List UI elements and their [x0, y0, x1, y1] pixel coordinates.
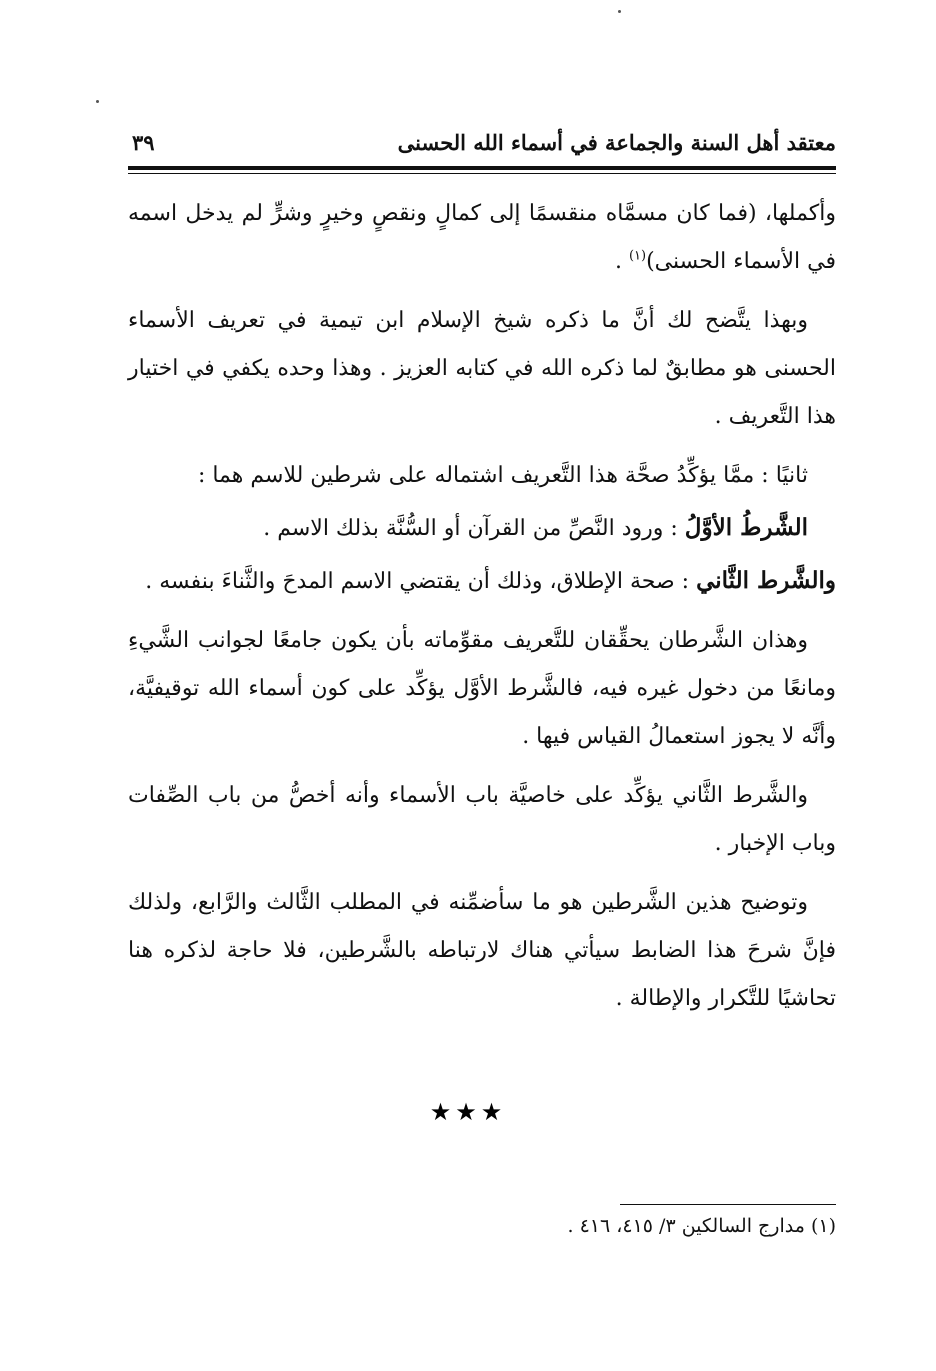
- paragraph-5: والشَّرط الثَّاني يؤكِّد على خاصيَّة باب الأسماء وأنه أخصُّ من باب الصِّفات وباب الإخبار .: [128, 783, 836, 856]
- running-header: [128, 128, 836, 162]
- condition-2-label: والشَّرط الثَّاني: [696, 567, 836, 594]
- footnote: (١) مدارج السالكين ٣/ ٤١٥، ٤١٦ .: [567, 1215, 836, 1237]
- page-number: ٣٩: [132, 130, 155, 155]
- footnote-ref: (١): [628, 248, 647, 264]
- paragraph-2: وبهذا يتَّضح لك أنَّ ما ذكره شيخ الإسلام ابن تيمية في تعريف الأسماء الحسنى هو مطابقٌ لما ذكره الله في كتابه العزيز . وهذا وحده يكفي في اختيار هذا التَّعريف .: [128, 308, 836, 429]
- book-title: معتقد أهل السنة والجماعة في أسماء الله الحسنى: [397, 130, 836, 155]
- body-text: [128, 190, 836, 1034]
- paragraph-1: وأكملها، (فما كان مسمَّاه منقسمًا إلى كمالٍ ونقصٍ وخيرٍ وشرٍّ لم يدخل اسمه في الأسماء الحسنى)$^{(١)}$ .: [128, 201, 836, 274]
- scan-speck: [618, 10, 621, 13]
- condition-1-label: الشَّرطُ الأوَّلُ: [684, 514, 808, 541]
- condition-2: والشَّرط الثَّاني : صحة الإطلاق، وذلك أن يقتضي الاسم المدحَ والثَّناءَ بنفسه .: [145, 567, 836, 594]
- section-separator: ★★★: [429, 1098, 507, 1126]
- condition-1: الشَّرطُ الأوَّلُ : ورود النَّصِّ من القرآن أو السُّنَّة بذلك الاسم .: [263, 514, 808, 541]
- scan-speck: [96, 100, 99, 103]
- header-rule-thick: [128, 166, 836, 170]
- header-rule-thin: [128, 173, 836, 174]
- paragraph-3: ثانيًا : ممَّا يؤكِّدُ صحَّة هذا التَّعريف اشتماله على شرطين للاسم هما :: [197, 463, 808, 488]
- paragraph-6: وتوضيح هذين الشَّرطين هو ما سأضمِّنه في المطلب الثَّالث والرَّابع، ولذلك فإنَّ شرحَ هذا الضابط سيأتي هناك لارتباطه بالشَّرطين، فلا حاجة لذكره هنا تحاشيًا للتَّكرار والإطالة .: [128, 890, 836, 1011]
- paragraph-4: وهذان الشَّرطان يحقِّقان للتَّعريف مقوِّماته بأن يكون جامعًا لجوانب الشَّيءِ ومانعًا من دخول غيره فيه، فالشَّرط الأوَّل يؤكِّد على كون أسماء الله توقيفيَّة، وأنَّه لا يجوز استعمالُ القياس فيها .: [128, 628, 836, 749]
- footnote-rule: [620, 1204, 836, 1205]
